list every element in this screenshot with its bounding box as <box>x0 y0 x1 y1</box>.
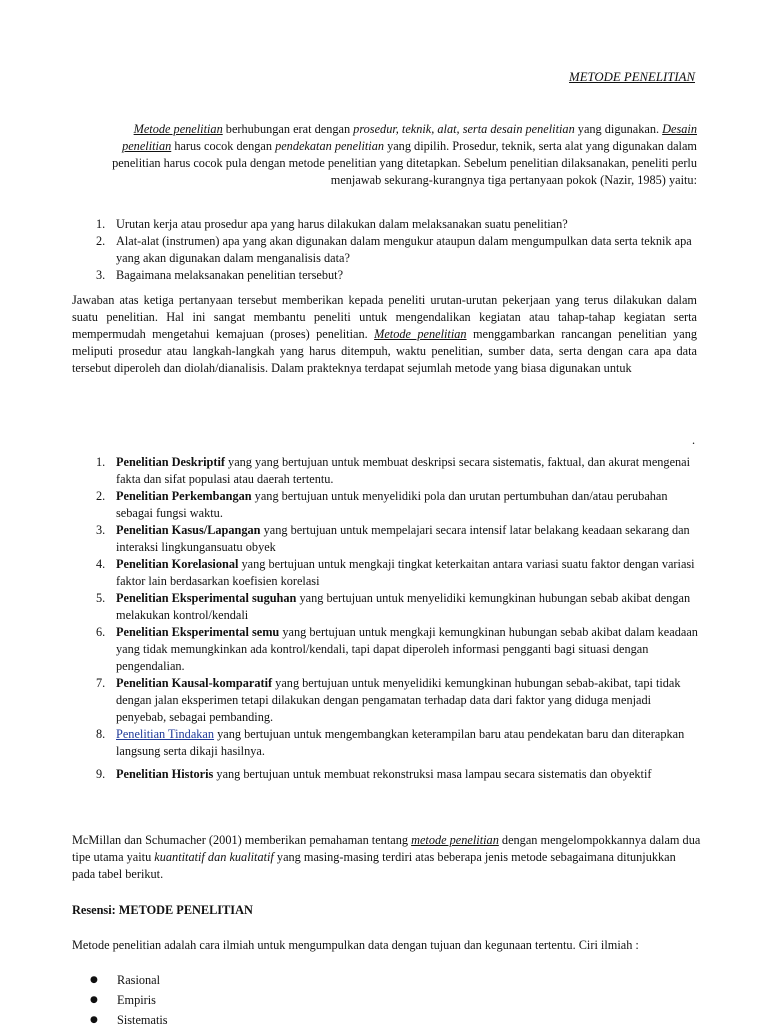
page-title: METODE PENELITIAN <box>569 70 695 84</box>
list-item: 9. Penelitian Historis yang bertujuan untuk membuat rekonstruksi masa lampau secara sistematis dan obyektif <box>96 767 652 781</box>
list-item: ● Empiris <box>90 992 168 1009</box>
method-desc: yang bertujuan untuk mengkaji kemungkinan hubungan sebab akibat dalam keadaan yang tidak memungkinkan ada kontrol/kendali, tapi dapat diperoleh informasi pengganti bagi situasi dengan pengendalian. <box>116 625 698 673</box>
term-pendekatan-penelitian: pendekatan penelitian <box>275 139 384 153</box>
method-desc: yang bertujuan untuk mengembangkan keterampilan baru atau pendekatan baru dan diterapkan langsung serta dikaji hasilnya. <box>116 727 685 758</box>
term-metode-penelitian: Metode penelitian <box>133 122 223 136</box>
stray-dot: . <box>692 433 696 447</box>
intro-text: yang digunakan. <box>574 122 663 136</box>
question-text: Bagaimana melaksanakan penelitian tersebut? <box>116 268 344 282</box>
paragraph-text: menggambarkan rancangan penelitian yang meliputi prosedur atau langkah-langkah yang harus ditempuh, waktu penelitian, sumber data, serta dengan cara apa data tersebut diperoleh dan diolah/dianalisis. Dalam prakteknya terdapat sejumlah metode yang biasa digunakan untuk <box>72 327 697 375</box>
method-name: Penelitian Kausal-komparatif <box>116 676 273 690</box>
method-name: Penelitian Eksperimental suguhan <box>116 591 297 605</box>
method-list <box>96 454 700 783</box>
list-item: ● Sistematis <box>90 1012 168 1029</box>
paragraph-text: dengan mengelompokkannya dalam dua tipe utama yaitu <box>72 833 701 864</box>
question-list <box>96 216 706 284</box>
paragraph-text: Jawaban atas ketiga pertanyaan tersebut memberikan kepada peneliti urutan-urutan pekerjaan yang terus dilakukan dalam suatu penelitian. Hal ini sangat membantu peneliti untuk mengendalikan kegiatan atau tahap-tahap kegiatan serta mempermudah mengetahui kemajuan (proses) penelitian. <box>72 293 697 341</box>
penelitian-tindakan-link[interactable]: Penelitian Tindakan <box>116 727 215 741</box>
method-name: Penelitian Perkembangan <box>116 489 252 503</box>
list-item: 3. Bagaimana melaksanakan penelitian tersebut? <box>96 268 344 282</box>
method-desc: yang bertujuan untuk menyelidiki kemungkinan hubungan sebab akibat dengan melakukan kontrol/kendali <box>116 591 691 622</box>
list-item: 2. Alat-alat (instrumen) apa yang akan digunakan dalam mengukur ataupun dalam mengumpulkan data serta teknik apa yang akan digunakan dalam menganalisis data? <box>96 234 692 265</box>
list-item: 3. Penelitian Kasus/Lapangan yang bertujuan untuk mempelajari secara intensif latar belakang keadaan sekarang dan interaksi lingkungansuatu obyek <box>96 523 690 554</box>
list-item: 5. Penelitian Eksperimental suguhan yang bertujuan untuk menyelidiki kemungkinan hubungan sebab akibat dengan melakukan kontrol/kendali <box>96 591 691 622</box>
method-desc: yang bertujuan untuk mempelajari secara intensif latar belakang keadaan sekarang dan interaksi lingkungansuatu obyek <box>116 523 690 554</box>
method-name: Penelitian Eksperimental semu <box>116 625 280 639</box>
list-item: 7. Penelitian Kausal-komparatif yang bertujuan untuk menyelidiki kemungkinan hubungan sebab-akibat, tapi tidak dengan jalan eksperimen tetapi dilakukan dengan pengamatan terhadap data dari faktor yang diduga menjadi penyebab, sebagai pembanding. <box>96 676 681 724</box>
method-desc: yang bertujuan untuk mengkaji tingkat keterkaitan antara variasi suatu faktor dengan variasi faktor lain berdasarkan koefisien korelasi <box>116 557 695 588</box>
list-item: 6. Penelitian Eksperimental semu yang bertujuan untuk mengkaji kemungkinan hubungan sebab akibat dalam keadaan yang tidak memungkinkan ada kontrol/kendali, tapi dapat diperoleh informasi pengganti bagi situasi dengan pengendalian. <box>96 625 698 673</box>
explanation-paragraph <box>72 292 697 377</box>
intro-text: yang dipilih. Prosedur, teknik, serta alat yang digunakan dalam penelitian harus cocok pula dengan metode penelitian yang ditetapkan. Sebelum penelitian dilaksanakan, peneliti perlu menjawab sekurang-kurangnya tiga pertanyaan pokok (Nazir, 1985) yaitu: <box>112 139 697 187</box>
method-desc: yang bertujuan untuk menyelidiki kemungkinan hubungan sebab-akibat, tapi tidak dengan jalan eksperimen tetapi dilakukan dengan pengamatan terhadap data dari faktor yang diduga menjadi penyebab, sebagai pembanding. <box>116 676 681 724</box>
question-text: Urutan kerja atau prosedur apa yang harus dilakukan dalam melaksanakan suatu penelitian? <box>116 217 568 231</box>
intro-paragraph <box>96 121 697 189</box>
list-item: 1. Urutan kerja atau prosedur apa yang harus dilakukan dalam melaksanakan suatu penelitian? <box>96 217 568 231</box>
intro-text: harus cocok dengan <box>171 139 276 153</box>
mcmillan-paragraph <box>72 832 702 883</box>
intro-text: berhubungan erat dengan <box>222 122 354 136</box>
term-metode-penelitian: Metode penelitian <box>374 327 467 341</box>
paragraph-text: McMillan dan Schumacher (2001) memberikan pemahaman tentang <box>72 833 412 847</box>
ciri-ilmiah-list <box>90 972 168 1032</box>
list-item: 1. Penelitian Deskriptif yang yang bertujuan untuk membuat deskripsi secara sistematis, faktual, dan akurat mengenai fakta dan sifat populasi atau daerah tertentu. <box>96 455 691 486</box>
definition-paragraph: Metode penelitian adalah cara ilmiah untuk mengumpulkan data dengan tujuan dan kegunaan tertentu. Ciri ilmiah : <box>72 938 639 952</box>
paragraph-text: yang masing-masing terdiri atas beberapa jenis metode sebagaimana ditunjukkan pada tabel berikut. <box>72 850 676 881</box>
question-text: Alat-alat (instrumen) apa yang akan digunakan dalam mengukur ataupun dalam mengumpulkan data serta teknik apa yang akan digunakan dalam menganalisis data? <box>116 234 692 265</box>
method-desc: yang yang bertujuan untuk membuat deskripsi secara sistematis, faktual, dan akurat mengenai fakta dan sifat populasi atau daerah tertentu. <box>116 455 691 486</box>
term-kuantitatif-kualitatif: kuantitatif dan kualitatif <box>154 850 274 864</box>
method-name: Penelitian Korelasional <box>116 557 239 571</box>
list-item: ● Rasional <box>90 972 168 989</box>
method-name: Penelitian Deskriptif <box>116 455 225 469</box>
list-item: 8. Penelitian Tindakan yang bertujuan untuk mengembangkan keterampilan baru atau pendekatan baru dan diterapkan langsung serta dikaji hasilnya. <box>96 727 685 758</box>
list-item: 4. Penelitian Korelasional yang bertujuan untuk mengkaji tingkat keterkaitan antara variasi suatu faktor dengan variasi faktor lain berdasarkan koefisien korelasi <box>96 557 695 588</box>
method-desc: yang bertujuan untuk menyelidiki pola dan urutan pertumbuhan dan/atau perubahan sebagai fungsi waktu. <box>116 489 668 520</box>
method-desc: yang bertujuan untuk membuat rekonstruksi masa lampau secara sistematis dan obyektif <box>213 767 652 781</box>
term-desain-penelitian: Desain penelitian <box>122 122 697 153</box>
term-metode-penelitian: metode penelitian <box>411 833 499 847</box>
list-item: 2. Penelitian Perkembangan yang bertujuan untuk menyelidiki pola dan urutan pertumbuhan dan/atau perubahan sebagai fungsi waktu. <box>96 489 668 520</box>
method-name: Penelitian Historis <box>116 767 214 781</box>
method-name: Penelitian Kasus/Lapangan <box>116 523 261 537</box>
intro-italic-terms: prosedur, teknik, alat, serta desain penelitian <box>353 122 575 136</box>
section-heading: Resensi: METODE PENELITIAN <box>72 903 253 917</box>
